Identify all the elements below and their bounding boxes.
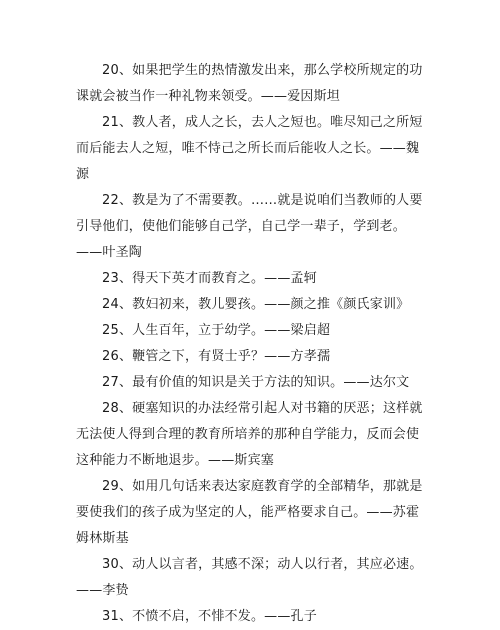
quote-item: 20、如果把学生的热情激发出来，那么学校所规定的功课就会被当作一种礼物来领受。——爱因斯坦: [76, 63, 423, 104]
quote-item: 31、不愤不启，不悱不发。——孔子: [102, 609, 317, 624]
quote-item: 25、人生百年，立于幼学。——梁启超: [102, 323, 331, 338]
quote-list: [76, 58, 426, 630]
quote-item: 26、鞭管之下，有贤士乎？——方孝孺: [102, 349, 331, 364]
quote-item: 22、教是为了不需要教。……就是说咱们当教师的人要引导他们，使他们能够自己学，自己学一辈子，学到老。——叶圣陶: [76, 193, 423, 260]
quote-item: 27、最有价值的知识是关于方法的知识。——达尔文: [102, 375, 410, 390]
quote-item: 30、动人以言者，其感不深；动人以行者，其应必速。——李贽: [76, 557, 423, 598]
quote-item: 21、教人者，成人之长，去人之短也。唯尽知己之所短而后能去人之短，唯不恃己之所长而后能收人之长。——魏源: [76, 115, 423, 182]
quote-item: 24、教妇初来，教儿婴孩。——颜之推《颜氏家训》: [102, 297, 410, 312]
quote-item: 23、得天下英才而教育之。——孟轲: [102, 271, 317, 286]
quote-item: 29、如用几句话来表达家庭教育学的全部精华，那就是要使我们的孩子成为坚定的人，能严格要求自己。——苏霍姆林斯基: [76, 479, 423, 546]
quote-item: 28、硬塞知识的办法经常引起人对书籍的厌恶；这样就无法使人得到合理的教育所培养的那种自学能力，反而会使这种能力不断地退步。——斯宾塞: [76, 401, 423, 468]
